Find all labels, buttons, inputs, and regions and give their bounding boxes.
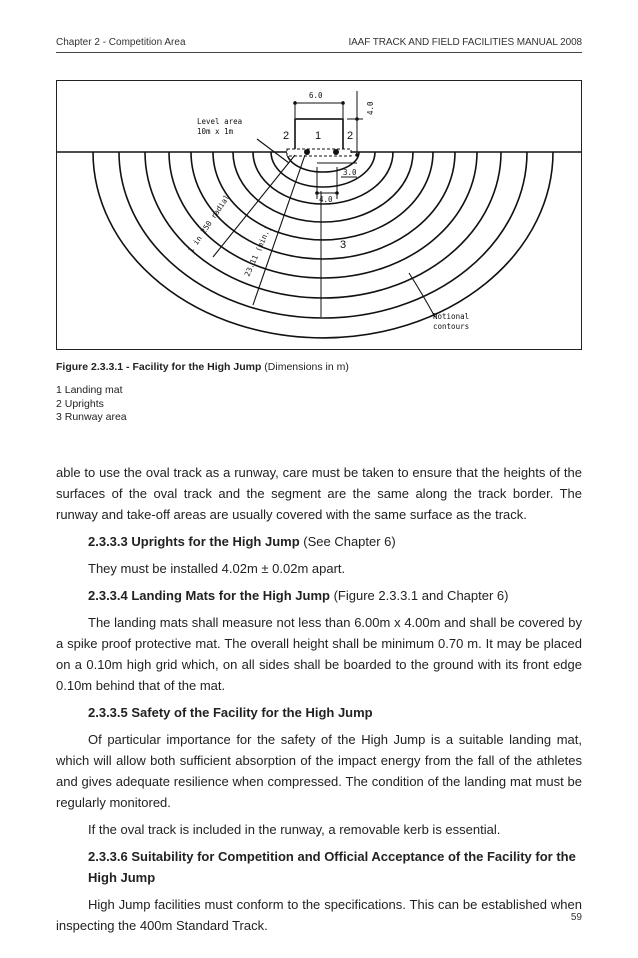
heading-uprights-ref: (See Chapter 6) [299,534,396,549]
legend-item: 1 Landing mat [56,384,123,396]
notional-contours [93,152,553,338]
notional-label-1: Notional [433,312,470,321]
paragraph-suitability: High Jump facilities must conform to the specifications. This can be established when inspecting the 400m Standard Track. [56,897,582,933]
page-number: 59 [570,912,582,923]
level-area-label: Level area [197,117,243,126]
figure-caption [56,361,349,373]
header-chapter: Chapter 2 - Competition Area [56,37,186,48]
heading-safety: 2.3.3.5 Safety of the Facility for the High Jump [88,705,373,720]
label-upright-number-left: 2 [283,130,290,142]
notional-label-2: contours [433,322,470,331]
heading-landing-mats [56,585,582,606]
paragraph-landing-mats: The landing mats shall measure not less than 6.00m x 4.00m and shall be covered by a spike proof protective mat. The overall height shall be minimum 0.70 m. It may be placed on a 0.10m high grid which, on all sides shall be boarded to the ground with its front edge 0.10m behind that of the mat. [56,615,582,693]
heading-uprights [56,531,582,552]
dim-mid-label: 4.0 [319,195,333,204]
legend-item: 3 Runway area [56,411,127,423]
radial-lines [213,139,435,317]
heading-landing-mats-ref: (Figure 2.3.3.1 and Chapter 6) [329,588,509,603]
label-landing-mat-number: 1 [315,130,322,142]
paragraph-runway: able to use the oval track as a runway, care must be taken to ensure that the heights of the surfaces of the oval track and the segment are the same along the track border. The runway and take-off areas are usually covered with the same surface as the track. [56,465,582,522]
legend-item: 2 Uprights [56,397,104,410]
label-runway-number: 3 [340,239,347,251]
upright-right [333,149,339,155]
high-jump-diagram [57,81,581,349]
figure-caption-units: (Dimensions in m) [261,361,349,373]
paragraph-kerb: If the oval track is included in the runway, a removable kerb is essential. [88,822,501,837]
paragraph-safety: Of particular importance for the safety of the High Jump is a suitable landing mat, which will allow both sufficient absorption of the impact energy from the fall of the athletes and gives adequate resilience when compressed. The condition of the landing mat must be regularly monitored. [56,732,582,810]
header-manual-title: IAAF TRACK AND FIELD FACILITIES MANUAL 2008 [348,37,582,48]
heading-suitability: 2.3.3.6 Suitability for Competition and Official Acceptance of the Facility for the High Jump [88,849,576,885]
dim-side-label: 4.0 [366,101,375,115]
figure-caption-title: Figure 2.3.3.1 - Facility for the High Jump [56,361,262,373]
heading-uprights-title: 2.3.3.3 Uprights for the High Jump [88,534,300,549]
level-area [287,149,351,156]
body-text [56,462,582,936]
figure-legend [56,384,127,425]
figure-high-jump [56,80,582,350]
paragraph-uprights: They must be installed 4.02m ± 0.02m apart. [88,561,346,576]
heading-landing-mats-title: 2.3.3.4 Landing Mats for the High Jump [88,588,330,603]
min-dimension-label: 23.11 (min.) [242,224,273,278]
upright-left [304,149,310,155]
radial-gradient-label: 1 in 250 radial [186,192,232,255]
header-rule [56,52,582,53]
dim-right-label: 3.0 [343,168,357,177]
page-header [56,37,582,51]
label-upright-number-right: 2 [347,130,354,142]
dim-top-label: 6.0 [309,91,323,100]
level-area-size-label: 10m x 1m [197,127,234,136]
